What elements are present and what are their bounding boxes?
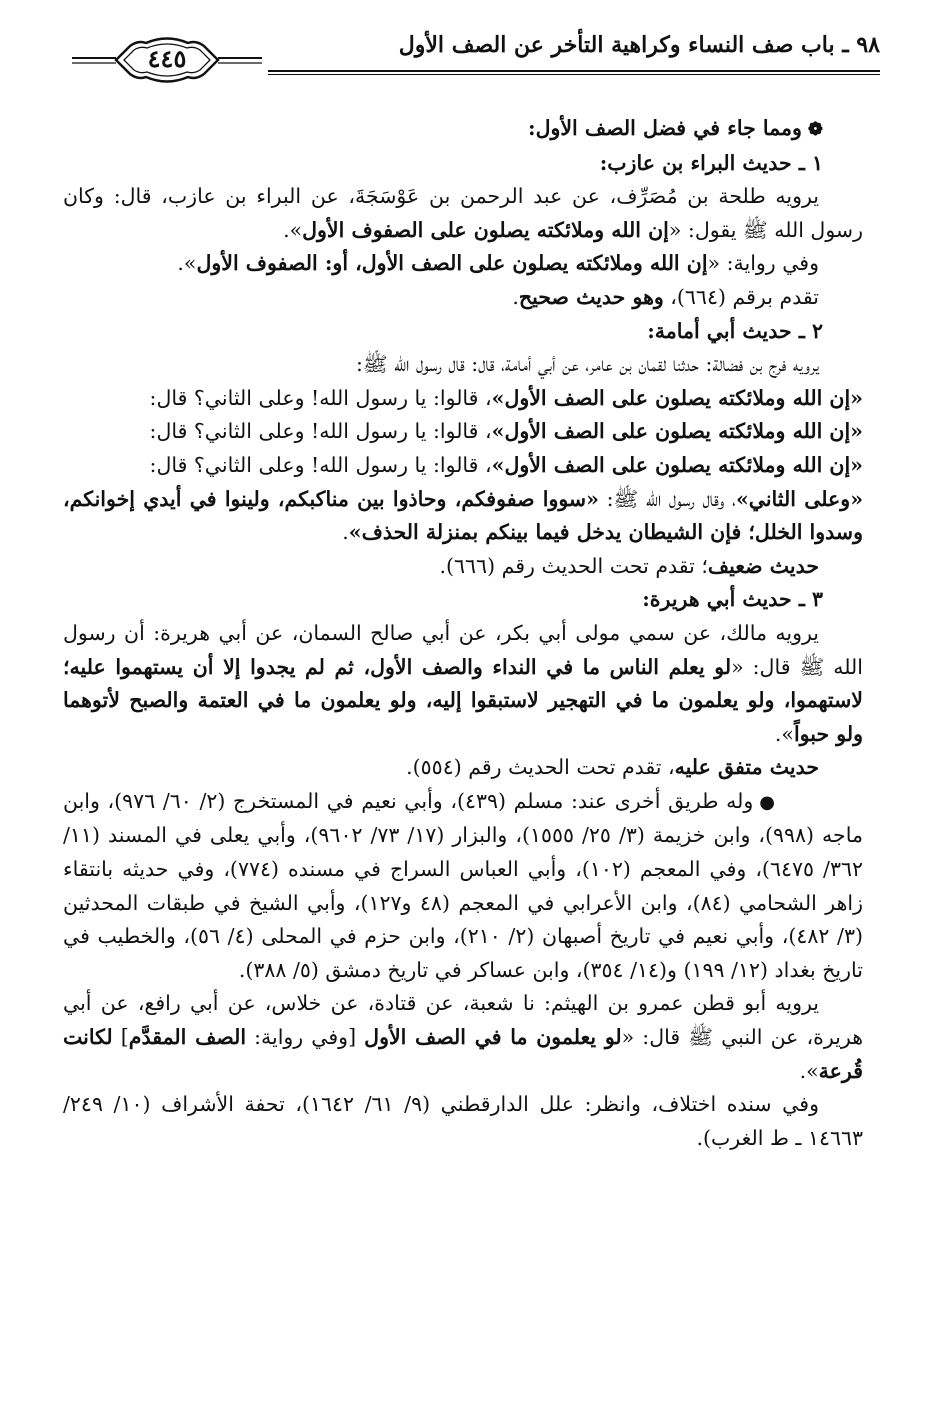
paragraph: وفي سنده اختلاف، وانظر: علل الدارقطني (٩/ ٦١/ ١٦٤٢)، تحفة الأشراف (١٠/ ٢٤٩/ ١٤٦٦٣ ـ ط الغرب). <box>63 1092 863 1150</box>
header-rule-thin <box>268 74 880 75</box>
dot-bullet-icon: ● <box>759 791 775 813</box>
paragraph: وفي رواية: «إن الله وملائكته يصلون على الصف الأول، أو: الصفوف الأول». <box>177 251 819 276</box>
page-header <box>52 30 880 90</box>
paragraph: حديث متفق عليه، تقدم تحت الحديث رقم (٥٥٤). <box>406 755 819 780</box>
running-title: ٩٨ ـ باب صف النساء وكراهية التأخر عن الصف الأول <box>398 32 880 58</box>
page-number-ornament <box>72 34 262 86</box>
page-content <box>63 112 863 1155</box>
paragraph: حديث ضعيف؛ تقدم تحت الحديث رقم (٦٦٦). <box>439 553 819 578</box>
paragraph: يرويه طلحة بن مُصَرِّف، عن عبد الرحمن بن عَوْسَجَةَ، عن البراء بن عازب، قال: وكان رسول الله ﷺ يقول: «إن الله وملائكته يصلون على الصفوف الأول». <box>63 184 863 242</box>
hadith-heading-1: ١ ـ حديث البراء بن عازب: <box>599 150 823 175</box>
hadith-heading-3: ٣ ـ حديث أبي هريرة: <box>642 587 823 612</box>
paragraph: يرويه أبو قطن عمرو بن الهيثم: نا شعبة، عن قتادة، عن خلاس، عن أبي رافع، عن أبي هريرة، عن النبي ﷺ قال: «لو يعلمون ما في الصف الأول [وفي رواية: الصف المقدَّم] لكانت قُرعة». <box>63 991 863 1083</box>
paragraph: يرويه مالك، عن سمي مولى أبي بكر، عن أبي صالح السمان، عن أبي هريرة: أن رسول الله ﷺ قال: «لو يعلم الناس ما في النداء والصف الأول، ثم لم يجدوا إلا أن يستهموا عليه؛ لاستهموا، ولو يعلمون ما في التهجير لاستبقوا إليه، ولو يعلمون ما في العتمة والصبح لأتوهما ولو حبواً». <box>63 620 863 746</box>
paragraph: يرويه فرج بن فضالة: حدثنا لقمان بن عامر، عن أبي أمامة، قال: قال رسول الله ﷺ: <box>355 352 819 377</box>
paragraph: ●وله طريق أخرى عند: مسلم (٤٣٩)، وأبي نعيم في المستخرج (٢/ ٦٠/ ٩٧٦)، وابن ماجه (٩٩٨)، وابن خزيمة (٣/ ٢٥/ ١٥٥٥)، والبزار (١٧/ ٧٣/ ٩٦٠٢)، وأبي يعلى في المسند (١١/ ٣٦٢/ ٦٤٧٥)، وفي المعجم (١٠٢)، وأبي العباس السراج في مسنده (٧٧٤)، وفي حديثه بانتقاء زاهر الشحامي (٨٤)، وابن الأعرابي في المعجم (٤٨ و١٢٧)، وأبي الشيخ في طبقات المحدثين (٣/ ٤٨٢)، وأبي نعيم في تاريخ أصبهان (٢/ ٢١٠)، وابن حزم في المحلى (٤/ ٥٦)، والخطيب في تاريخ بغداد (١٢/ ١٩٩) و(١٤/ ٣٥٤)، وابن عساكر في تاريخ دمشق (٥/ ٣٨٨). <box>63 785 863 988</box>
page-number: ٤٤٥ <box>147 44 187 73</box>
paragraph: «إن الله وملائكته يصلون على الصف الأول»، قالوا: يا رسول الله! وعلى الثاني؟ قال: <box>149 419 863 444</box>
paragraph: «وعلى الثاني»، وقال رسول الله ﷺ: «سووا صفوفكم، وحاذوا بين مناكبكم، ولينوا في أيدي إخوانكم، وسدوا الخلل؛ فإن الشيطان يدخل فيما بينكم بمنزلة الحذف». <box>63 486 864 545</box>
paragraph: «إن الله وملائكته يصلون على الصف الأول»، قالوا: يا رسول الله! وعلى الثاني؟ قال: <box>149 385 863 410</box>
section-intro: ❁ومما جاء في فضل الصف الأول: <box>63 112 863 147</box>
hadith-heading-2: ٢ ـ حديث أبي أمامة: <box>647 318 823 343</box>
paragraph: «إن الله وملائكته يصلون على الصف الأول»، قالوا: يا رسول الله! وعلى الثاني؟ قال: <box>149 452 863 477</box>
paragraph: تقدم برقم (٦٦٤)، وهو حديث صحيح. <box>512 284 819 309</box>
header-rule <box>268 70 880 72</box>
flower-bullet-icon: ❁ <box>807 119 823 140</box>
